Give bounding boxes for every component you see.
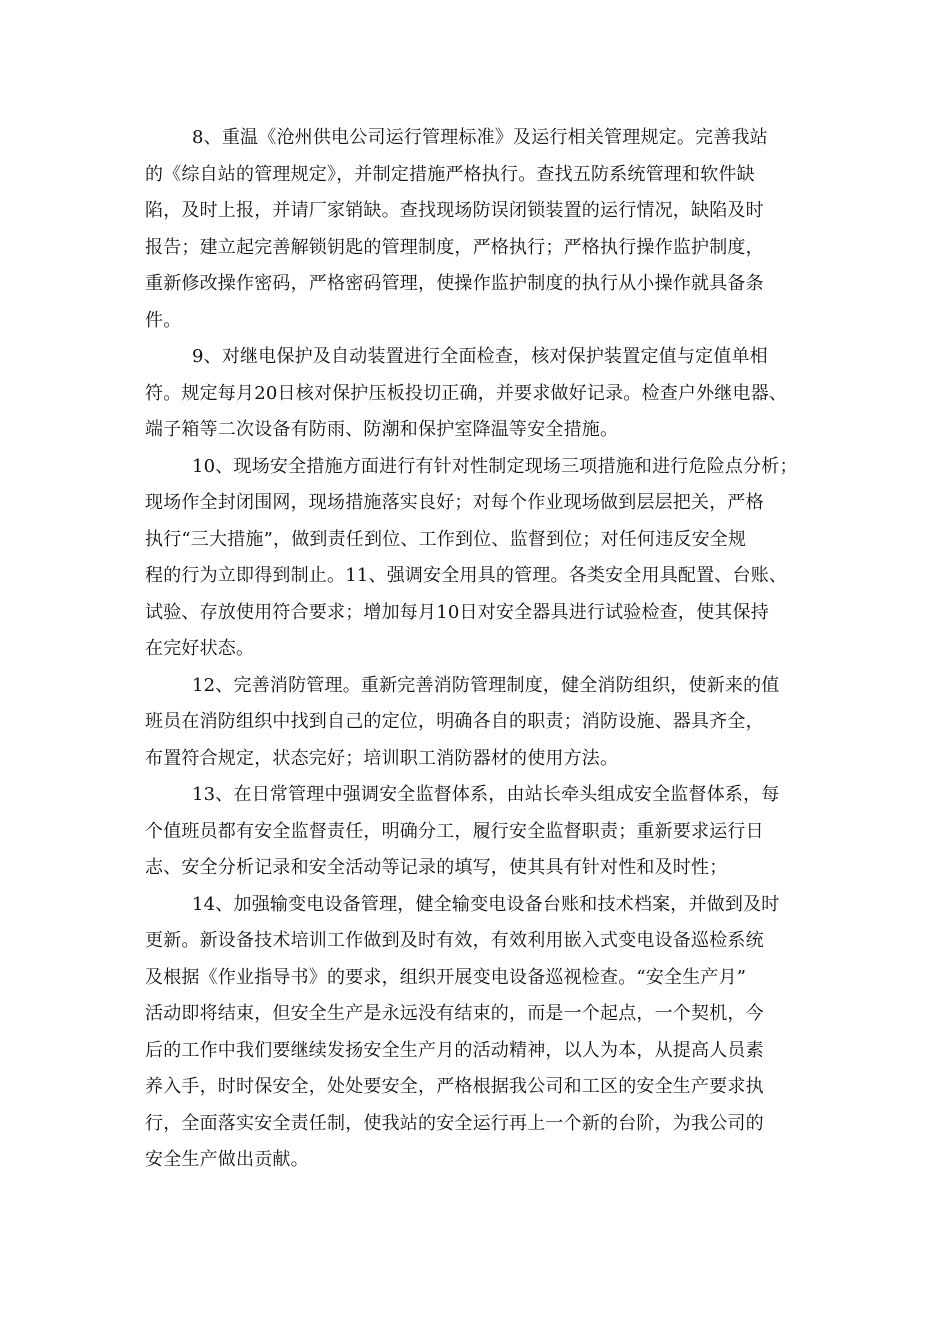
document-body xyxy=(145,120,835,1179)
paragraph-line: 个值班员都有安全监督责任，明确分工，履行安全监督职责；重新要求运行日 xyxy=(145,820,764,842)
paragraph-line: 10、现场安全措施方面进行有针对性制定现场三项措施和进行危险点分析； xyxy=(192,455,798,477)
paragraph-line: 养入手，时时保安全，处处要安全，严格根据我公司和工区的安全生产要求执 xyxy=(145,1076,764,1097)
paragraph-line: 程的行为立即得到制止。11、强调安全用具的管理。各类安全用具配置、台账、 xyxy=(145,565,788,586)
paragraph-line: 布置符合规定，状态完好；培训职工消防器材的使用方法。 xyxy=(145,747,619,769)
paragraph-line: 报告；建立起完善解锁钥匙的管理制度，严格执行；严格执行操作监护制度， xyxy=(145,236,764,258)
paragraph-line: 陷，及时上报，并请厂家销缺。查找现场防误闭锁装置的运行情况，缺陷及时 xyxy=(145,200,764,221)
paragraph-line: 现场作全封闭围网，现场措施落实良好；对每个作业现场做到层层把关，严格 xyxy=(145,492,764,513)
paragraph-line: 14、加强输变电设备管理，健全输变电设备台账和技术档案，并做到及时 xyxy=(192,893,780,915)
paragraph-item-8 xyxy=(145,120,835,339)
paragraph-line: 端子箱等二次设备有防雨、防潮和保护室降温等安全措施。 xyxy=(145,419,619,440)
paragraph-line: 及根据《作业指导书》的要求，组织开展变电设备巡视检查。“安全生产月” xyxy=(145,966,747,988)
paragraph-line: 班员在消防组织中找到自己的定位，明确各自的职责；消防设施、器具齐全， xyxy=(145,711,764,732)
paragraph-line: 符。规定每月20日核对保护压板投切正确，并要求做好记录。检查户外继电器、 xyxy=(145,382,788,404)
paragraph-item-10 xyxy=(145,449,835,668)
paragraph-line: 的《综自站的管理规定》，并制定措施严格执行。查找五防系统管理和软件缺 xyxy=(145,163,755,185)
paragraph-line: 重新修改操作密码，严格密码管理，使操作监护制度的执行从小操作就具备条 xyxy=(145,273,764,294)
paragraph-line: 执行“三大措施”，做到责任到位、工作到位、监督到位；对任何违反安全规 xyxy=(145,528,747,550)
paragraph-line: 活动即将结束，但安全生产是永远没有结束的，而是一个起点，一个契机，今 xyxy=(145,1003,764,1024)
paragraph-line: 志、安全分析记录和安全活动等记录的填写，使其具有针对性和及时性； xyxy=(145,857,728,878)
paragraph-line: 件。 xyxy=(145,309,182,331)
paragraph-line: 13、在日常管理中强调安全监督体系，由站长牵头组成安全监督体系，每 xyxy=(192,784,780,805)
paragraph-line: 在完好状态。 xyxy=(145,638,255,659)
paragraph-item-12 xyxy=(145,668,835,778)
paragraph-line: 安全生产做出贡献。 xyxy=(145,1149,309,1170)
paragraph-item-14 xyxy=(145,887,835,1179)
paragraph-line: 后的工作中我们要继续发扬安全生产月的活动精神，以人为本，从提高人员素 xyxy=(145,1039,764,1061)
paragraph-line: 12、完善消防管理。重新完善消防管理制度，健全消防组织，使新来的值 xyxy=(192,674,780,696)
paragraph-line: 行，全面落实安全责任制，使我站的安全运行再上一个新的台阶，为我公司的 xyxy=(145,1112,764,1134)
paragraph-line: 试验、存放使用符合要求；增加每月10日对安全器具进行试验检查，使其保持 xyxy=(145,601,769,623)
paragraph-line: 8、重温《沧州供电公司运行管理标准》及运行相关管理规定。完善我站 xyxy=(192,127,768,148)
paragraph-line: 更新。新设备技术培训工作做到及时有效，有效利用嵌入式变电设备巡检系统 xyxy=(145,930,764,951)
paragraph-item-9 xyxy=(145,339,835,449)
paragraph-line: 9、对继电保护及自动装置进行全面检查，核对保护装置定值与定值单相 xyxy=(192,346,768,367)
paragraph-item-13 xyxy=(145,777,835,887)
